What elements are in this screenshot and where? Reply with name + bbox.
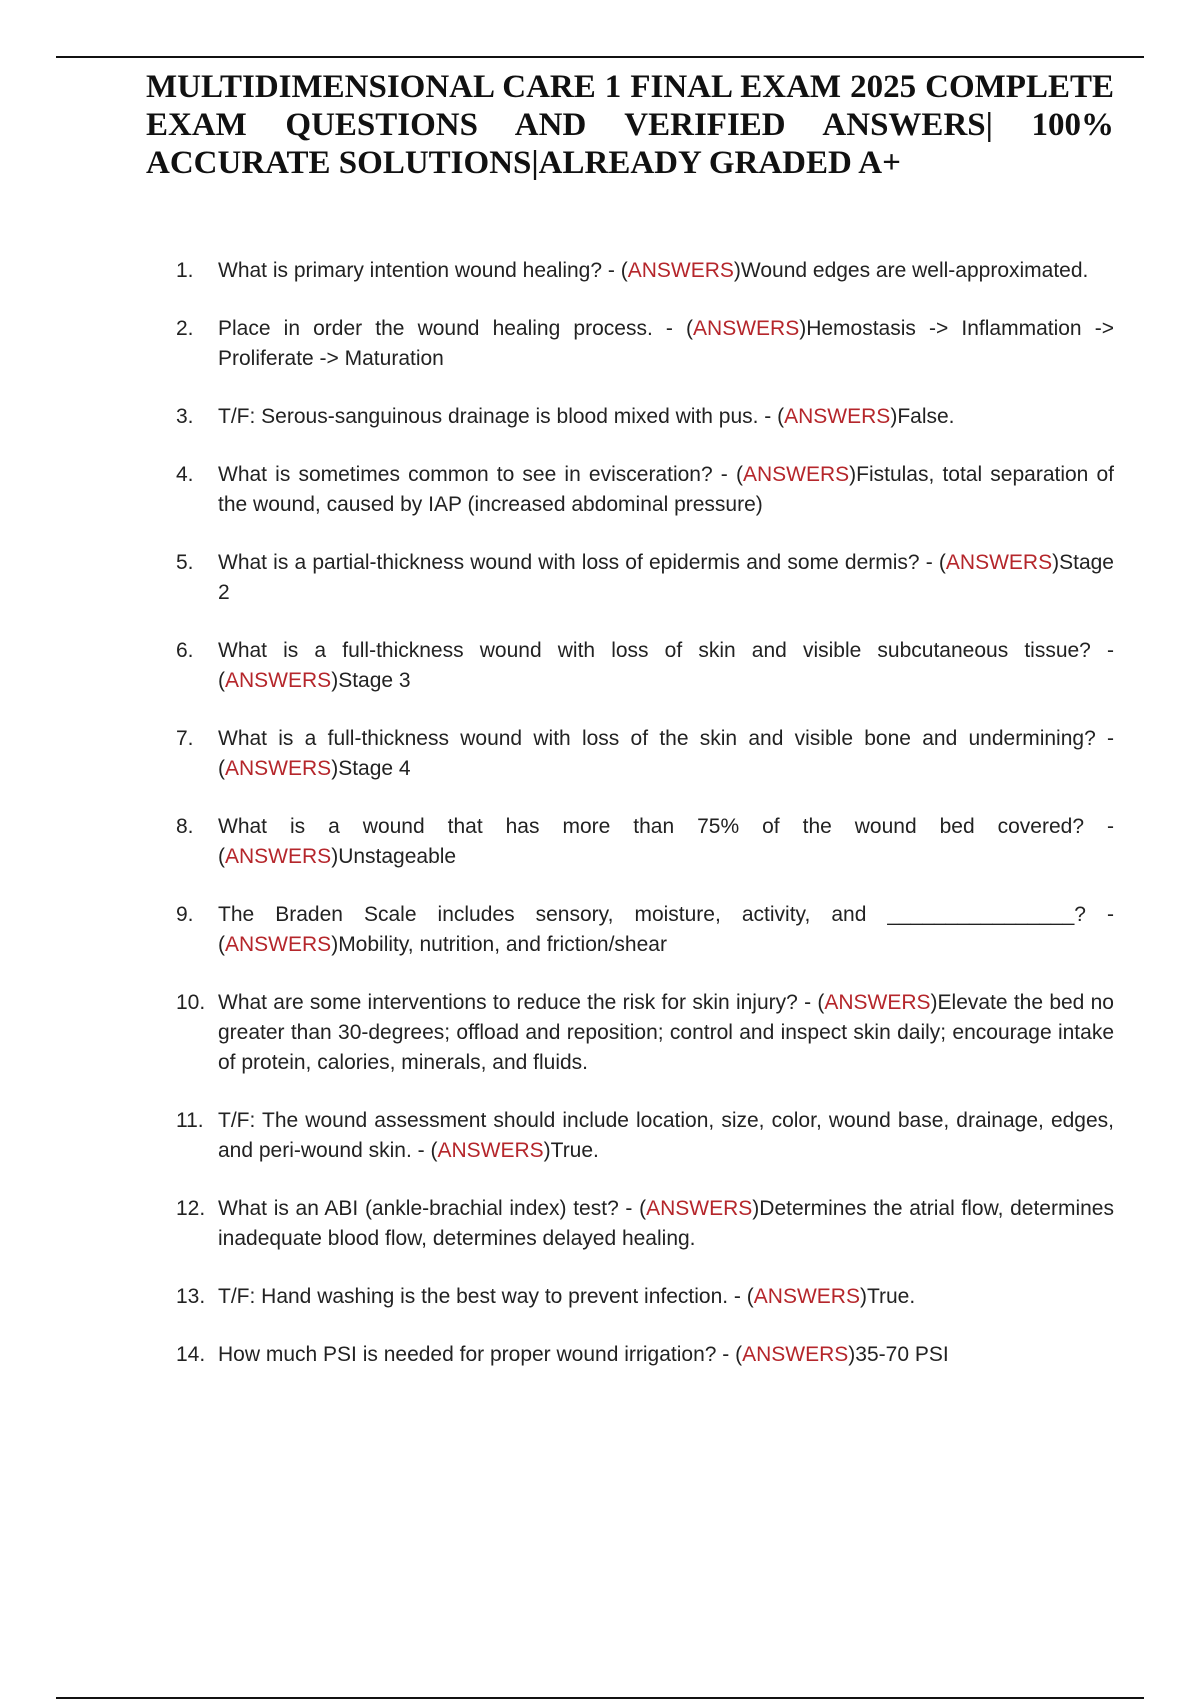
document-title: MULTIDIMENSIONAL CARE 1 FINAL EXAM 2025 COMPLETE EXAM QUESTIONS AND VERIFIED ANSWERS| 100% ACCURATE SOLUTIONS|ALREADY GRADED A+	[146, 69, 1114, 181]
bottom-rule	[56, 1697, 1144, 1699]
question-item: 1. What is primary intention wound healing? - (ANSWERS)Wound edges are well-approximated.	[176, 256, 1114, 286]
question-text: What is a partial-thickness wound with loss of epidermis and some dermis? -	[218, 551, 939, 574]
answers-label: ANSWERS	[742, 463, 850, 486]
answers-label: ANSWERS	[693, 317, 800, 340]
question-text: What is sometimes common to see in evisceration? -	[218, 463, 736, 486]
answer-text: Stage 3	[338, 669, 411, 692]
answers-label: ANSWERS	[627, 259, 734, 282]
question-item: 10. What are some interventions to reduce the risk for skin injury? - (ANSWERS)Elevate the bed no greater than 30-degrees; offload and reposition; control and inspect skin daily; encourage intake of protein, calories, minerals, and fluids.	[176, 988, 1114, 1078]
question-item: 8. What is a wound that has more than 75% of the wound bed covered? - (ANSWERS)Unstageable	[176, 812, 1114, 872]
question-text: What is an ABI (ankle-brachial index) test? -	[218, 1197, 640, 1220]
question-number: 1.	[176, 259, 194, 282]
question-text: T/F: Hand washing is the best way to prevent infection. -	[218, 1285, 747, 1308]
answers-label: ANSWERS	[646, 1197, 753, 1220]
question-item: 9. The Braden Scale includes sensory, moisture, activity, and ________________? - (ANSWERS)Mobility, nutrition, and friction/shear	[176, 900, 1114, 960]
question-item: 11. T/F: The wound assessment should include location, size, color, wound base, drainage, edges, and peri-wound skin. - (ANSWERS)True.	[176, 1106, 1114, 1166]
question-text: How much PSI is needed for proper wound irrigation? -	[218, 1343, 736, 1366]
question-item: 4. What is sometimes common to see in evisceration? - (ANSWERS)Fistulas, total separation of the wound, caused by IAP (increased abdominal pressure)	[176, 460, 1114, 520]
question-item: 13. T/F: Hand washing is the best way to prevent infection. - (ANSWERS)True.	[176, 1282, 1114, 1312]
question-number: 11.	[176, 1109, 204, 1132]
question-text: The Braden Scale includes sensory, moisture, activity, and ________________? -	[218, 903, 1114, 926]
answers-label: ANSWERS	[945, 551, 1053, 574]
question-item: 14. How much PSI is needed for proper wound irrigation? - (ANSWERS)35-70 PSI	[176, 1340, 1114, 1370]
question-item: 6. What is a full-thickness wound with loss of skin and visible subcutaneous tissue? - (ANSWERS)Stage 3	[176, 636, 1114, 696]
answers-label: ANSWERS	[824, 991, 931, 1014]
top-rule	[56, 56, 1144, 58]
question-text: Place in order the wound healing process. -	[218, 317, 687, 340]
answers-label: ANSWERS	[225, 757, 332, 780]
answers-label: ANSWERS	[437, 1139, 544, 1162]
question-number: 3.	[176, 405, 194, 428]
answer-text: Stage 4	[338, 757, 411, 780]
answer-text: Unstageable	[338, 845, 457, 868]
answers-label: ANSWERS	[225, 845, 332, 868]
question-text: What is primary intention wound healing? -	[218, 259, 621, 282]
answer-text: Elevate the bed no greater than 30-degrees; offload and reposition; control and inspect skin daily; encourage intake of protein, calories, minerals, and fluids.	[218, 991, 1114, 1074]
answers-label: ANSWERS	[784, 405, 891, 428]
question-item: 2. Place in order the wound healing process. - (ANSWERS)Hemostasis -> Inflammation -> Proliferate -> Maturation	[176, 314, 1114, 374]
answer-text: True.	[866, 1285, 916, 1308]
question-list	[176, 256, 1114, 1398]
answer-text: True.	[550, 1139, 599, 1162]
question-text: T/F: The wound assessment should include location, size, color, wound base, drainage, edges, and peri-wound skin. -	[218, 1109, 1114, 1162]
answer-text: Fistulas, total separation of the wound, caused by IAP (increased abdominal pressure)	[218, 463, 1115, 516]
answer-text: Stage 2	[218, 551, 1114, 604]
answer-text: Mobility, nutrition, and friction/shear	[338, 933, 667, 956]
question-text: T/F: Serous-sanguinous drainage is blood mixed with pus. -	[218, 405, 778, 428]
question-number: 10.	[176, 991, 206, 1014]
question-text: What is a full-thickness wound with loss of the skin and visible bone and undermining? -	[218, 727, 1114, 750]
question-text: What is a wound that has more than 75% of the wound bed covered? -	[218, 815, 1114, 838]
question-number: 9.	[176, 903, 194, 926]
question-item: 12. What is an ABI (ankle-brachial index) test? - (ANSWERS)Determines the atrial flow, determines inadequate blood flow, determines delayed healing.	[176, 1194, 1114, 1254]
question-number: 14.	[176, 1343, 206, 1366]
question-number: 4.	[176, 463, 194, 486]
answers-label: ANSWERS	[225, 669, 332, 692]
question-number: 13.	[176, 1285, 206, 1308]
answer-text: Determines the atrial flow, determines inadequate blood flow, determines delayed healing.	[218, 1197, 1114, 1250]
question-number: 6.	[176, 639, 194, 662]
question-number: 5.	[176, 551, 194, 574]
question-number: 2.	[176, 317, 194, 340]
question-number: 7.	[176, 727, 194, 750]
question-item: 7. What is a full-thickness wound with loss of the skin and visible bone and undermining? - (ANSWERS)Stage 4	[176, 724, 1114, 784]
question-number: 12.	[176, 1197, 206, 1220]
answer-text: Hemostasis -> Inflammation -> Proliferate -> Maturation	[218, 317, 1114, 370]
question-item: 3. T/F: Serous-sanguinous drainage is blood mixed with pus. - (ANSWERS)False.	[176, 402, 1114, 432]
question-item: 5. What is a partial-thickness wound with loss of epidermis and some dermis? - (ANSWERS)Stage 2	[176, 548, 1114, 608]
question-text: What are some interventions to reduce the risk for skin injury? -	[218, 991, 818, 1014]
answer-text: Wound edges are well-approximated.	[740, 259, 1089, 282]
answers-label: ANSWERS	[742, 1343, 849, 1366]
answers-label: ANSWERS	[225, 933, 332, 956]
answer-text: False.	[897, 405, 955, 428]
question-text: What is a full-thickness wound with loss of skin and visible subcutaneous tissue? -	[218, 639, 1114, 662]
answers-label: ANSWERS	[753, 1285, 860, 1308]
answer-text: 35-70 PSI	[855, 1343, 949, 1366]
question-number: 8.	[176, 815, 194, 838]
